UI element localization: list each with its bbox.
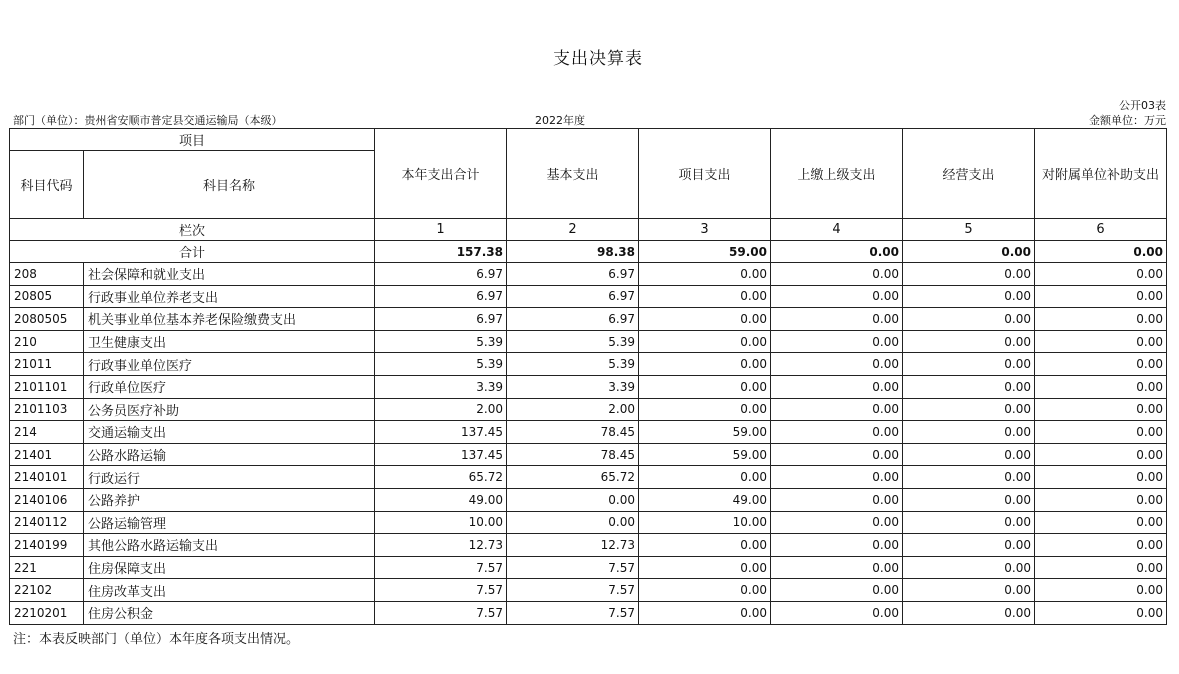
amount-cell: 0.00 [903,285,1035,308]
amount-cell: 5.39 [375,330,507,353]
subject-code-cell: 2210201 [10,601,84,624]
table-row [10,556,1167,579]
amount-cell: 6.97 [375,308,507,331]
amount-cell: 0.00 [639,556,771,579]
amount-cell: 78.45 [507,421,639,444]
header-col-3: 项目支出 [639,129,771,219]
amount-cell: 0.00 [903,556,1035,579]
amount-cell: 0.00 [771,556,903,579]
table-row [10,308,1167,331]
subject-name-cell: 行政事业单位养老支出 [84,285,375,308]
amount-cell: 0.00 [1035,579,1167,602]
amount-cell: 0.00 [639,398,771,421]
amount-cell: 0.00 [639,375,771,398]
amount-cell: 0.00 [771,511,903,534]
amount-cell: 12.73 [375,534,507,557]
subject-code-cell: 2101101 [10,375,84,398]
amount-cell: 0.00 [771,308,903,331]
subject-name-cell: 机关事业单位基本养老保险缴费支出 [84,308,375,331]
amount-cell: 0.00 [507,488,639,511]
amount-cell: 0.00 [1035,285,1167,308]
expenditure-table [9,128,1167,625]
subject-name-cell: 行政运行 [84,466,375,489]
amount-cell: 10.00 [639,511,771,534]
amount-cell: 0.00 [771,330,903,353]
header-col-2: 基本支出 [507,129,639,219]
amount-cell: 0.00 [903,263,1035,286]
amount-cell: 0.00 [903,421,1035,444]
amount-cell: 0.00 [771,601,903,624]
table-row [10,579,1167,602]
amount-cell: 0.00 [1035,308,1167,331]
amount-cell: 65.72 [375,466,507,489]
header-col-6: 对附属单位补助支出 [1035,129,1167,219]
amount-cell: 0.00 [1035,534,1167,557]
amount-cell: 7.57 [375,556,507,579]
total-value-1: 157.38 [375,241,507,263]
amount-cell: 0.00 [639,601,771,624]
page-title: 支出决算表 [553,49,643,69]
amount-cell: 137.45 [375,421,507,444]
subject-name-cell: 公务员医疗补助 [84,398,375,421]
header-col-4: 上缴上级支出 [771,129,903,219]
subject-code-cell: 20805 [10,285,84,308]
amount-cell: 7.57 [375,579,507,602]
subject-name-cell: 其他公路水路运输支出 [84,534,375,557]
amount-cell: 59.00 [639,443,771,466]
amount-cell: 0.00 [771,466,903,489]
subject-name-cell: 住房改革支出 [84,579,375,602]
amount-cell: 0.00 [639,330,771,353]
subject-name-cell: 交通运输支出 [84,421,375,444]
amount-cell: 0.00 [639,353,771,376]
table-row [10,398,1167,421]
table-row [10,375,1167,398]
amount-cell: 0.00 [771,285,903,308]
subject-code-cell: 2140199 [10,534,84,557]
amount-cell: 6.97 [507,263,639,286]
subject-code-cell: 22102 [10,579,84,602]
footnote: 注：本表反映部门（单位）本年度各项支出情况。 [13,632,300,647]
table-row [10,421,1167,444]
amount-cell: 0.00 [771,579,903,602]
amount-cell: 0.00 [771,375,903,398]
table-row [10,263,1167,286]
amount-cell: 0.00 [639,285,771,308]
table-row [10,488,1167,511]
amount-unit-label: 金额单位：万元 [1089,114,1166,127]
amount-cell: 6.97 [507,285,639,308]
amount-cell: 0.00 [507,511,639,534]
amount-cell: 12.73 [507,534,639,557]
subject-code-cell: 214 [10,421,84,444]
amount-cell: 0.00 [903,375,1035,398]
amount-cell: 0.00 [903,353,1035,376]
amount-cell: 0.00 [639,263,771,286]
total-value-6: 0.00 [1035,241,1167,263]
subject-code-cell: 210 [10,330,84,353]
table-row [10,353,1167,376]
amount-cell: 0.00 [639,466,771,489]
amount-cell: 5.39 [507,330,639,353]
column-index-5: 5 [903,219,1035,241]
column-index-label: 栏次 [10,219,375,241]
amount-cell: 7.57 [507,556,639,579]
column-index-1: 1 [375,219,507,241]
subject-code-cell: 21011 [10,353,84,376]
amount-cell: 0.00 [1035,443,1167,466]
table-row [10,511,1167,534]
header-col-5: 经营支出 [903,129,1035,219]
amount-cell: 0.00 [903,488,1035,511]
amount-cell: 7.57 [507,579,639,602]
amount-cell: 0.00 [903,601,1035,624]
column-index-2: 2 [507,219,639,241]
table-row [10,443,1167,466]
subject-name-cell: 住房保障支出 [84,556,375,579]
header-item: 项目 [10,129,375,151]
amount-cell: 0.00 [771,488,903,511]
amount-cell: 0.00 [1035,398,1167,421]
table-row [10,466,1167,489]
subject-code-cell: 2140106 [10,488,84,511]
amount-cell: 0.00 [771,263,903,286]
subject-code-cell: 2140101 [10,466,84,489]
amount-cell: 0.00 [771,534,903,557]
subject-code-cell: 21401 [10,443,84,466]
department-label: 部门（单位）：贵州省安顺市普定县交通运输局（本级） [13,114,283,127]
subject-name-cell: 行政事业单位医疗 [84,353,375,376]
amount-cell: 3.39 [507,375,639,398]
header-subject-name: 科目名称 [84,151,375,219]
amount-cell: 6.97 [375,285,507,308]
column-index-6: 6 [1035,219,1167,241]
subject-name-cell: 公路运输管理 [84,511,375,534]
amount-cell: 0.00 [1035,601,1167,624]
total-value-5: 0.00 [903,241,1035,263]
amount-cell: 49.00 [639,488,771,511]
amount-cell: 5.39 [507,353,639,376]
amount-cell: 0.00 [903,398,1035,421]
amount-cell: 0.00 [1035,421,1167,444]
header-subject-code: 科目代码 [10,151,84,219]
amount-cell: 0.00 [639,579,771,602]
amount-cell: 0.00 [1035,466,1167,489]
subject-code-cell: 2140112 [10,511,84,534]
subject-name-cell: 公路养护 [84,488,375,511]
amount-cell: 0.00 [639,308,771,331]
amount-cell: 0.00 [903,534,1035,557]
subject-name-cell: 卫生健康支出 [84,330,375,353]
total-row [10,241,1167,263]
amount-cell: 2.00 [375,398,507,421]
amount-cell: 0.00 [903,308,1035,331]
header-col-1: 本年支出合计 [375,129,507,219]
total-label: 合计 [10,241,375,263]
total-value-3: 59.00 [639,241,771,263]
amount-cell: 0.00 [1035,330,1167,353]
total-value-4: 0.00 [771,241,903,263]
subject-name-cell: 公路水路运输 [84,443,375,466]
amount-cell: 5.39 [375,353,507,376]
amount-cell: 6.97 [375,263,507,286]
amount-cell: 49.00 [375,488,507,511]
table-row [10,285,1167,308]
total-value-2: 98.38 [507,241,639,263]
subject-code-cell: 2101103 [10,398,84,421]
amount-cell: 0.00 [903,579,1035,602]
amount-cell: 3.39 [375,375,507,398]
amount-cell: 0.00 [903,511,1035,534]
amount-cell: 0.00 [903,443,1035,466]
amount-cell: 6.97 [507,308,639,331]
amount-cell: 0.00 [1035,556,1167,579]
subject-name-cell: 行政单位医疗 [84,375,375,398]
subject-code-cell: 208 [10,263,84,286]
amount-cell: 0.00 [903,330,1035,353]
amount-cell: 0.00 [1035,511,1167,534]
table-row [10,330,1167,353]
subject-name-cell: 社会保障和就业支出 [84,263,375,286]
fiscal-year-label: 2022年度 [535,114,585,127]
amount-cell: 10.00 [375,511,507,534]
column-index-3: 3 [639,219,771,241]
table-row [10,601,1167,624]
subject-code-cell: 221 [10,556,84,579]
amount-cell: 0.00 [1035,353,1167,376]
subject-code-cell: 2080505 [10,308,84,331]
subject-name-cell: 住房公积金 [84,601,375,624]
amount-cell: 0.00 [1035,375,1167,398]
table-row [10,534,1167,557]
amount-cell: 0.00 [771,421,903,444]
amount-cell: 0.00 [1035,488,1167,511]
amount-cell: 59.00 [639,421,771,444]
amount-cell: 7.57 [507,601,639,624]
table-code-label: 公开03表 [1119,99,1166,112]
amount-cell: 0.00 [1035,263,1167,286]
amount-cell: 0.00 [771,353,903,376]
amount-cell: 0.00 [771,443,903,466]
amount-cell: 0.00 [639,534,771,557]
amount-cell: 7.57 [375,601,507,624]
amount-cell: 0.00 [903,466,1035,489]
column-index-4: 4 [771,219,903,241]
amount-cell: 78.45 [507,443,639,466]
amount-cell: 0.00 [771,398,903,421]
amount-cell: 2.00 [507,398,639,421]
amount-cell: 65.72 [507,466,639,489]
amount-cell: 137.45 [375,443,507,466]
